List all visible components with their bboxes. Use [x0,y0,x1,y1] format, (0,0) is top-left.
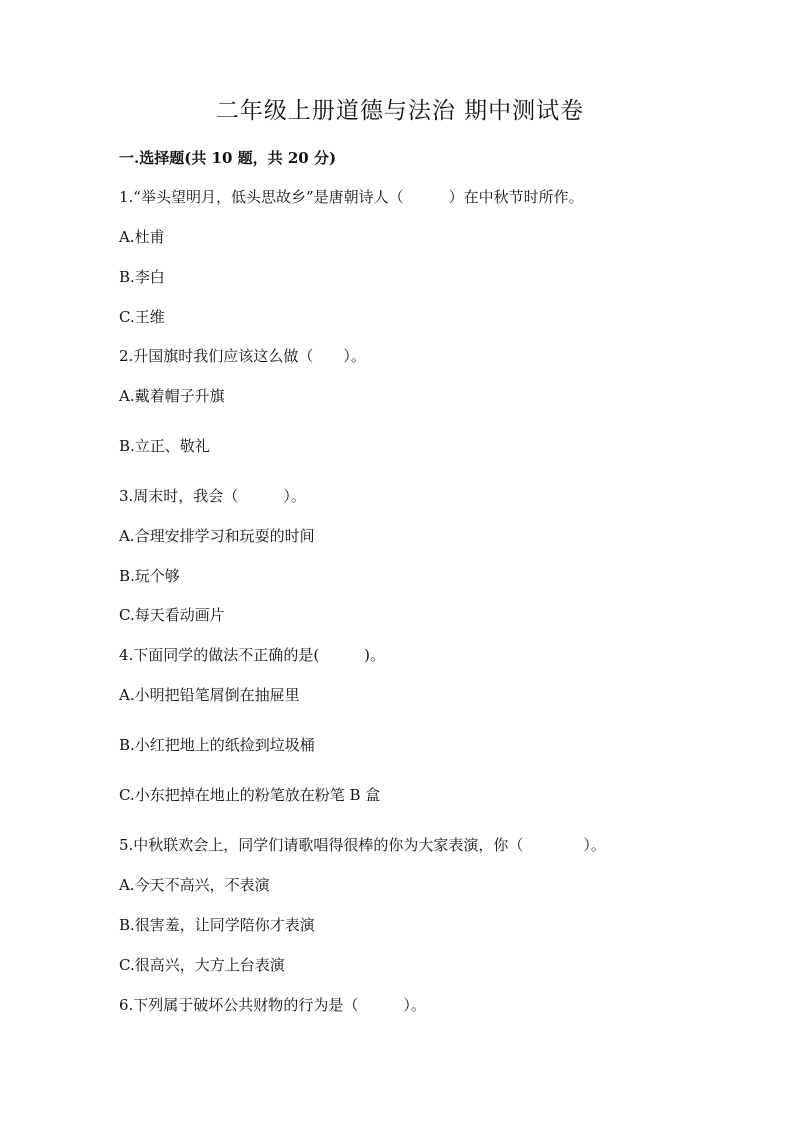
question-4-option-b: B.小红把地上的纸捡到垃圾桶 [119,736,315,754]
question-2-option-a: A.戴着帽子升旗 [119,387,225,405]
question-1-option-b: B.李白 [119,268,165,286]
question-3-option-c: C.每天看动画片 [119,606,225,624]
question-5-option-a: A.今天不高兴，不表演 [119,876,270,894]
question-1-stem: 1.“举头望明月，低头思故乡”是唐朝诗人（ ）在中秋节时所作。 [119,188,584,206]
question-1-option-a: A.杜甫 [119,228,165,246]
question-4-option-c: C.小东把掉在地止的粉笔放在粉笔 B 盒 [119,786,381,804]
question-5-option-b: B.很害羞，让同学陪你才表演 [119,916,315,934]
question-5-stem: 5.中秋联欢会上，同学们请歌唱得很棒的你为大家表演，你（ ）。 [119,836,606,854]
question-2-stem: 2.升国旗时我们应该这么做（ ）。 [119,347,366,365]
question-4-stem: 4.下面同学的做法不正确的是( )。 [119,646,386,664]
page-title: 二年级上册道德与法治 期中测试卷 [215,98,585,124]
section-header: 一.选择题(共 10 题，共 20 分) [119,149,337,167]
question-1-option-c: C.王维 [119,308,165,326]
question-3-option-a: A.合理安排学习和玩耍的时间 [119,527,315,545]
question-5-option-c: C.很高兴，大方上台表演 [119,956,285,974]
question-3-stem: 3.周末时，我会（ ）。 [119,487,306,505]
question-4-option-a: A.小明把铅笔屑倒在抽屉里 [119,686,300,704]
question-2-option-b: B.立正、敬礼 [119,437,210,455]
question-3-option-b: B.玩个够 [119,567,180,585]
question-6-stem: 6.下列属于破坏公共财物的行为是（ ）。 [119,996,426,1014]
